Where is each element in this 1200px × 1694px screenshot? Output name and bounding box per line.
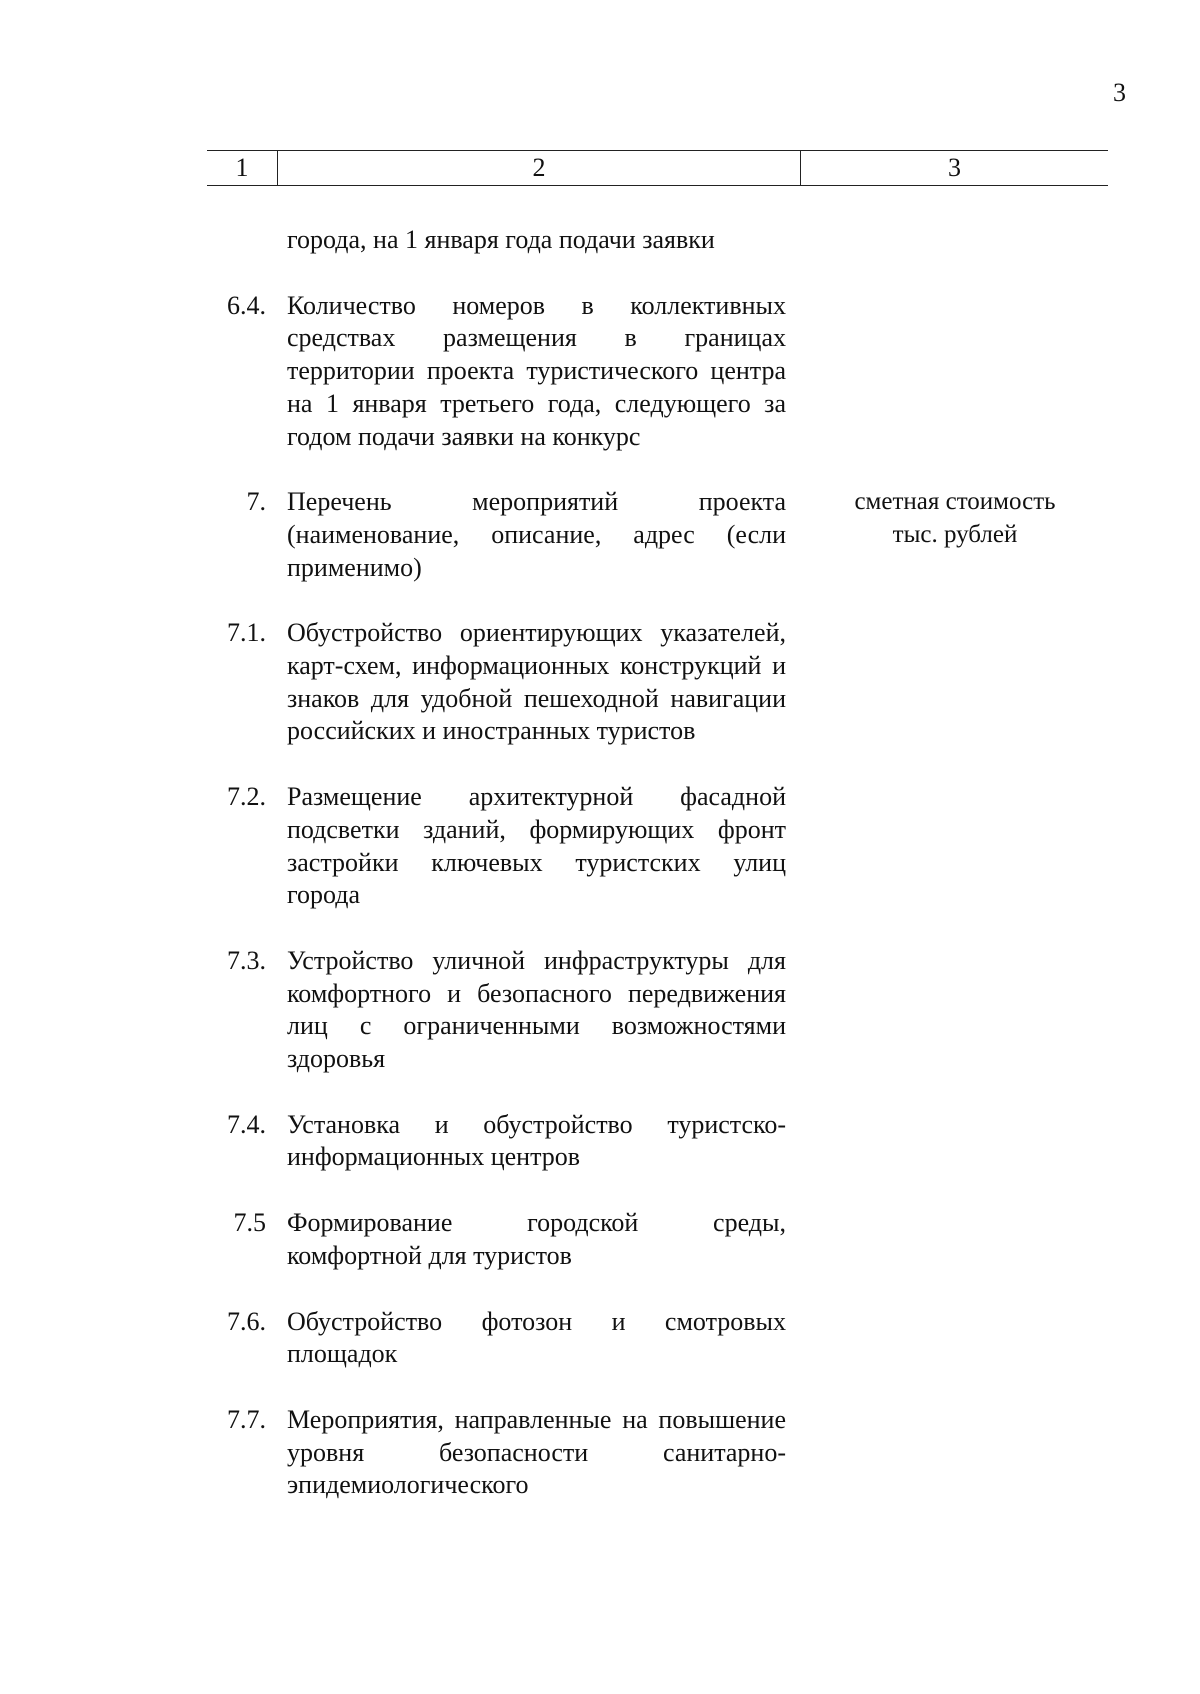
row-description: Мероприятия, направленные на повышение уровня безопасности санитарно-эпидемиологического (287, 1404, 786, 1500)
row-number: 7.2. (227, 782, 266, 812)
row-description: города, на 1 января года подачи заявки (287, 225, 715, 254)
table-body (200, 224, 1100, 1535)
table-row (200, 1404, 1100, 1502)
row-description: Формирование городской среды, комфортной для туристов (287, 1208, 786, 1270)
page-number: 3 (1113, 78, 1126, 107)
row-number: 7.6. (227, 1306, 266, 1336)
table-row (200, 781, 1100, 912)
table-row (200, 486, 1100, 584)
table-row (200, 1109, 1100, 1174)
table-row (200, 945, 1100, 1076)
row-description: Обустройство ориентирующих указателей, карт-схем, информационных конструкций и знаков для удобной пешеходной навигации российских и иностранных туристов (287, 618, 786, 746)
table-header-col-3: 3 (948, 153, 961, 182)
row-number: 7.5 (233, 1208, 266, 1238)
row-description: Обустройство фотозон и смотровых площадок (287, 1306, 786, 1369)
row-number: 7.1. (227, 618, 266, 648)
table-row (200, 1207, 1100, 1272)
table-header-row (207, 150, 1108, 186)
table-row (200, 1306, 1100, 1371)
table-row (200, 224, 1100, 257)
row-number: 7.4. (227, 1109, 266, 1139)
row-description: Устройство уличной инфраструктуры для комфортного и безопасного передвижения лиц с ограниченными возможностями здоровья (287, 945, 786, 1074)
row-note-cost-unit: сметная стоимость тыс. рублей (854, 488, 1056, 548)
table-header-col-1: 1 (207, 151, 278, 185)
row-number: 7.3. (227, 945, 266, 975)
row-description: Перечень мероприятий проекта (наименование, описание, адрес (если применимо) (287, 487, 786, 582)
row-number: 7. (246, 487, 266, 517)
row-description: Размещение архитектурной фасадной подсветки зданий, формирующих фронт застройки ключевых туристских улиц города (287, 782, 786, 910)
row-description: Количество номеров в коллективных средствах размещения в границах территории проекта туристического центра на 1 января третьего года, следующего за годом подачи заявки на конкурс (287, 290, 786, 451)
row-number: 6.4. (227, 290, 266, 320)
row-description: Установка и обустройство туристско-информационных центров (287, 1109, 786, 1172)
table-header-col-2: 2 (278, 151, 801, 185)
table-row (200, 617, 1100, 748)
row-number: 7.7. (227, 1404, 266, 1434)
table-row (200, 290, 1100, 454)
